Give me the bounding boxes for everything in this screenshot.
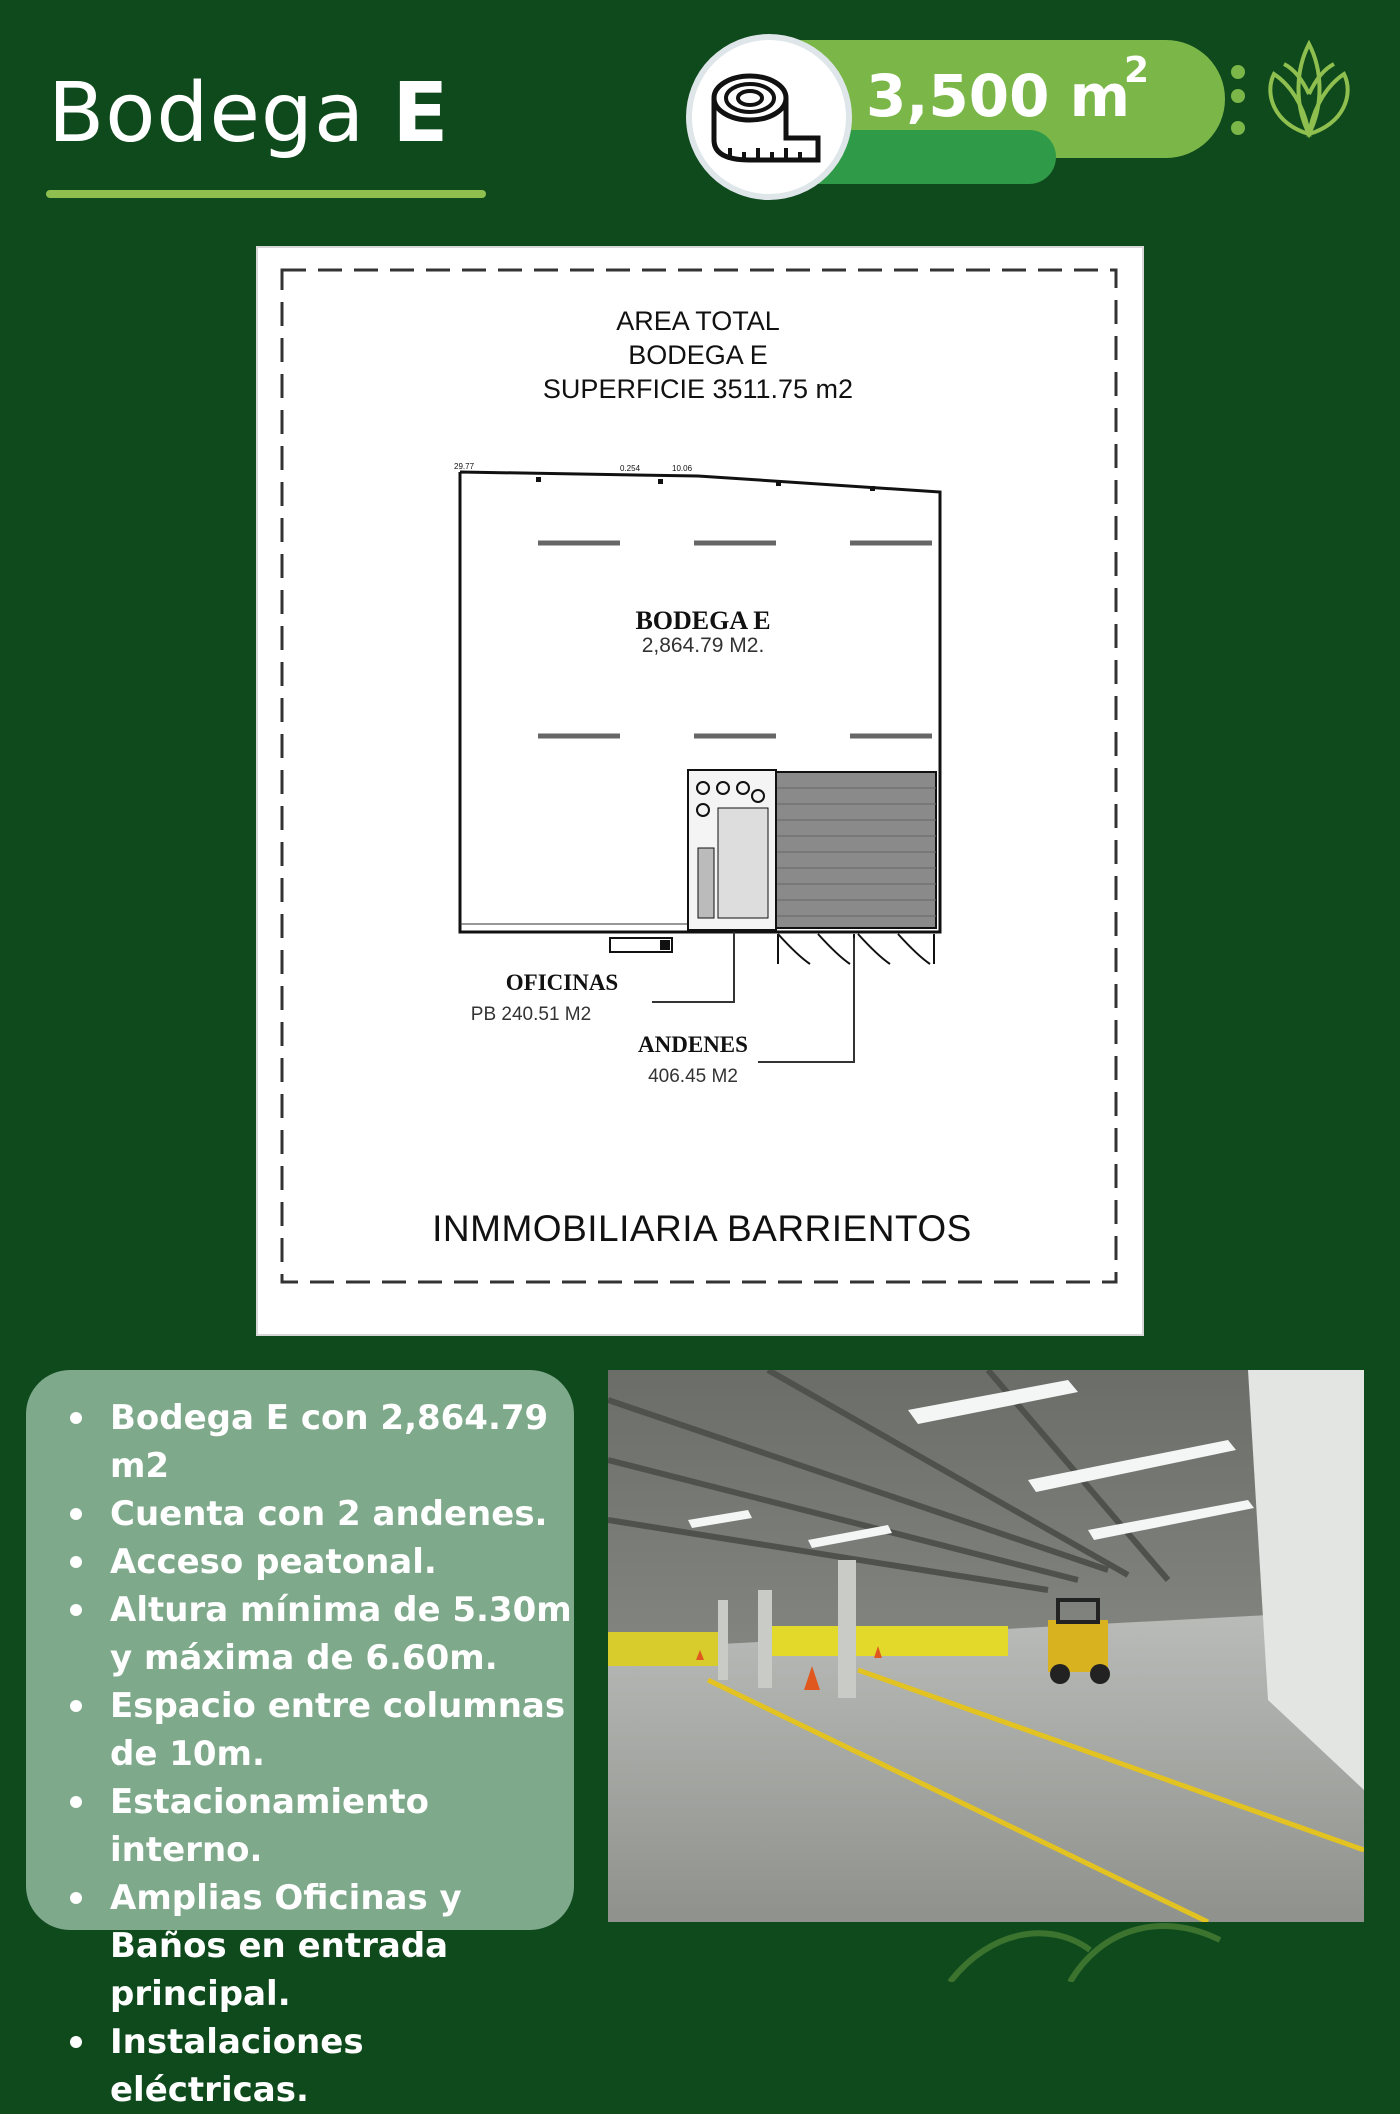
area-superscript: 2: [1124, 50, 1150, 91]
features-list: [26, 1370, 574, 2114]
feature-item: Amplias Oficinas y Baños en entrada principal.: [56, 1874, 574, 2018]
plan-heading-line-3: SUPERFICIE 3511.75 m2: [542, 374, 854, 404]
area-value: 3,500 m: [866, 62, 1131, 130]
decorative-dots-icon: [1228, 62, 1248, 142]
feature-item: Espacio entre columnas de 10m.: [56, 1682, 574, 1778]
feature-item: Acceso peatonal.: [56, 1538, 574, 1586]
leaf-logo-icon: [1254, 34, 1364, 144]
title-bold: E: [392, 66, 450, 161]
feature-item: Altura mínima de 5.30m y máxima de 6.60m.: [56, 1586, 574, 1682]
title-underline: [46, 190, 486, 198]
plan-dimension-1: 29.77: [454, 462, 475, 471]
features-panel: [26, 1370, 574, 2110]
decorative-leaf-icon: [930, 1890, 1230, 1982]
plan-brand-name: INMMOBILIARIA BARRIENTOS: [432, 1208, 972, 1249]
warehouse-label: BODEGA E: [635, 606, 771, 635]
plan-heading: [258, 304, 1138, 406]
warehouse-area: 2,864.79 M2.: [641, 634, 765, 657]
docks-label: ANDENES: [638, 1032, 748, 1057]
title-regular: Bodega: [48, 66, 366, 161]
feature-item: Instalaciones eléctricas.: [56, 2018, 574, 2114]
offices-area: PB 240.51 M2: [470, 1004, 592, 1025]
feature-item: Estacionamiento interno.: [56, 1778, 574, 1874]
warehouse-photo: [608, 1370, 1364, 1922]
feature-item: Bodega E con 2,864.79 m2: [56, 1394, 574, 1490]
offices-label: OFICINAS: [505, 970, 619, 995]
measuring-tape-icon: [686, 34, 852, 200]
docks-area: 406.45 M2: [648, 1066, 738, 1087]
feature-item: Cuenta con 2 andenes.: [56, 1490, 574, 1538]
page-title: [48, 66, 449, 161]
plan-heading-line-2: BODEGA E: [628, 340, 768, 370]
plan-heading-line-1: AREA TOTAL: [616, 306, 780, 336]
floor-plan: [256, 246, 1144, 1336]
floor-plan-drawing: [258, 248, 1146, 1338]
plan-dimension-3: 10.06: [672, 464, 693, 473]
plan-dimension-2: 0.254: [620, 464, 641, 473]
